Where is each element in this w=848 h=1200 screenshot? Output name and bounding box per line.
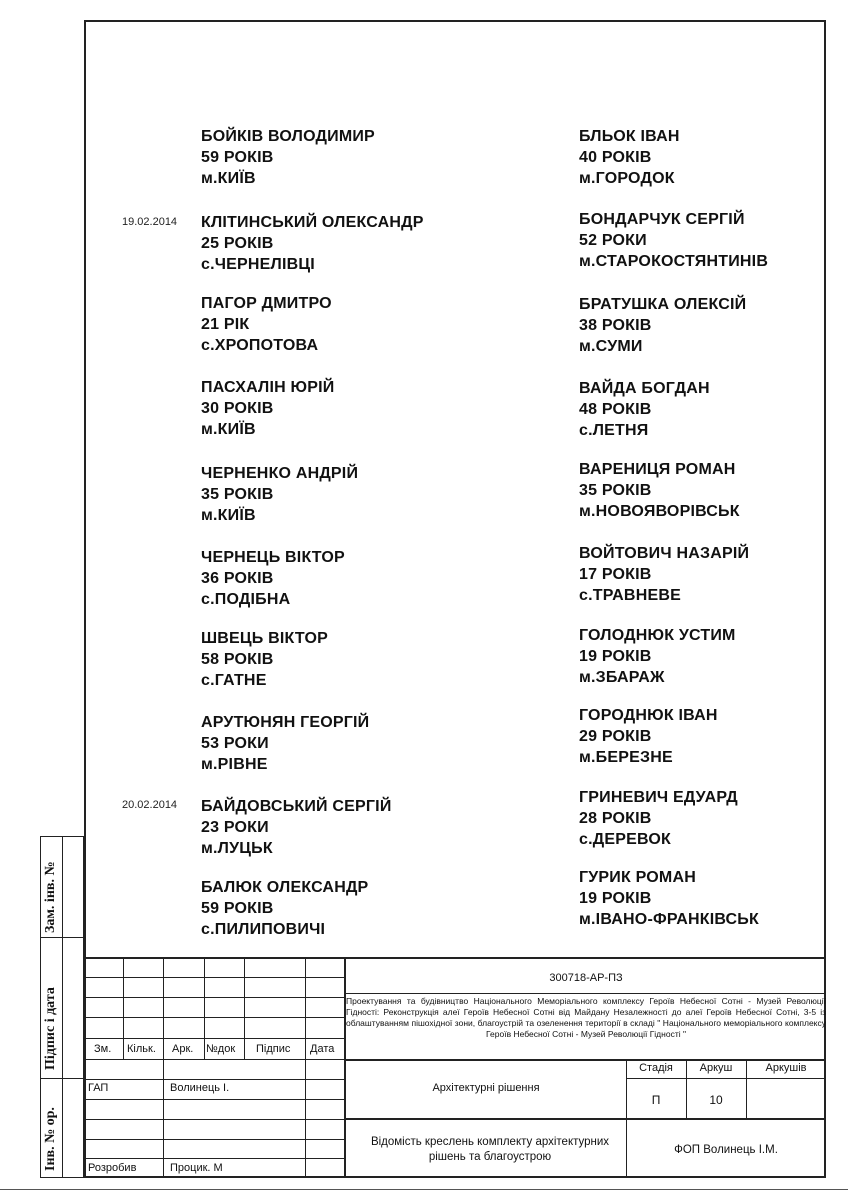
memorial-entry <box>579 625 736 688</box>
title-block-col-line <box>305 1059 306 1178</box>
memorial-entry <box>201 547 345 610</box>
entry-place: м.РІВНЕ <box>201 756 268 773</box>
entry-place: с.ПИЛИПОВИЧІ <box>201 921 326 938</box>
gap-role: ГАП <box>88 1082 109 1094</box>
sheet-label: Аркуш <box>699 1062 733 1074</box>
memorial-entry <box>579 459 740 522</box>
side-label-zam: Зам. інв. № <box>43 861 58 933</box>
entry-place: м.ЛУЦЬК <box>201 840 273 857</box>
title-block-col-line <box>163 1059 164 1178</box>
entry-name: ГОЛОДНЮК УСТИМ <box>579 627 736 644</box>
title-block-mid-line <box>346 1059 826 1061</box>
entry-name: ПАГОР ДМИТРО <box>201 295 332 312</box>
memorial-entry <box>201 877 368 940</box>
entry-age: 40 РОКІВ <box>579 149 652 166</box>
entry-place: м.СУМИ <box>579 338 643 355</box>
entry-name: АРУТЮНЯН ГЕОРГІЙ <box>201 714 370 731</box>
header-pidpys: Підпис <box>256 1043 291 1055</box>
date-label-1: 19.02.2014 <box>122 216 178 228</box>
memorial-entry <box>201 212 424 275</box>
sheet-edge-line <box>0 1189 848 1190</box>
header-data: Дата <box>310 1043 335 1055</box>
entry-age: 19 РОКІВ <box>579 890 652 907</box>
entry-age: 29 РОКІВ <box>579 728 652 745</box>
document-code: 300718-АР-ПЗ <box>549 972 623 984</box>
memorial-entry <box>579 378 710 441</box>
entry-name: БАЙДОВСЬКИЙ СЕРГІЙ <box>201 798 392 815</box>
organization-name: ФОП Волинець І.М. <box>674 1144 778 1156</box>
entry-age: 30 РОКІВ <box>201 400 274 417</box>
entry-place: м.ІВАНО-ФРАНКІВСЬК <box>579 911 759 928</box>
header-ark: Арк. <box>172 1043 194 1055</box>
project-description: Проектування та будівництво Національного Меморіального комплексу Героїв Небесної Сотні - Музей Революції Гідності: Реконструкція алеї Героїв Небесної Сотні від Майдану Незалежності до алеї Героїв Небесної Сотні, 3-5 із облаштуванням пішохідної зони, благоустрій та озеленення території в складі " Національного меморіального комплексу Героїв Небесної Сотні - Музей Революції Гідності " <box>346 996 826 1039</box>
entry-name: ГУРИК РОМАН <box>579 869 696 886</box>
entry-place: м.КИЇВ <box>201 170 256 187</box>
entry-place: м.СТАРОКОСТЯНТИНІВ <box>579 253 769 270</box>
entry-age: 59 РОКІВ <box>201 149 274 166</box>
gap-name: Волинець І. <box>170 1082 230 1094</box>
entry-age: 28 РОКІВ <box>579 810 652 827</box>
entry-name: БОЙКІВ ВОЛОДИМИР <box>201 128 375 145</box>
memorial-entry <box>579 543 749 606</box>
entry-age: 35 РОКІВ <box>579 482 652 499</box>
section-title: Архітектурні рішення <box>432 1082 540 1094</box>
entry-place: с.ЛЕТНЯ <box>579 422 649 439</box>
entry-place: м.БЕРЕЗНЕ <box>579 749 673 766</box>
memorial-entry <box>201 463 358 526</box>
entry-name: БОНДАРЧУК СЕРГІЙ <box>579 211 745 228</box>
stage-label: Стадія <box>639 1062 673 1074</box>
entry-age: 21 РІК <box>201 316 250 333</box>
entry-name: БЛЬОК ІВАН <box>579 128 680 145</box>
memorial-entry <box>579 294 746 357</box>
entry-name: ГРИНЕВИЧ ЕДУАРД <box>579 789 738 806</box>
entry-name: ПАСХАЛІН ЮРІЙ <box>201 379 335 396</box>
title-block-col-line <box>163 959 164 1059</box>
memorial-entry <box>201 126 375 189</box>
entry-place: с.ХРОПОТОВА <box>201 337 319 354</box>
entry-place: с.ГАТНЕ <box>201 672 267 689</box>
entry-age: 58 РОКІВ <box>201 651 274 668</box>
entry-age: 23 РОКИ <box>201 819 269 836</box>
title-block-col-line <box>244 959 245 1059</box>
entry-age: 48 РОКІВ <box>579 401 652 418</box>
entry-name: ВАРЕНИЦЯ РОМАН <box>579 461 736 478</box>
memorial-entry <box>201 796 392 859</box>
entry-place: с.ТРАВНЕВЕ <box>579 587 681 604</box>
developer-name: Процик. М <box>170 1162 223 1174</box>
sheets-label: Аркушів <box>765 1062 807 1074</box>
entry-age: 59 РОКІВ <box>201 900 274 917</box>
entry-age: 17 РОКІВ <box>579 566 652 583</box>
memorial-entry <box>579 867 759 930</box>
entry-name: ЧЕРНЕНКО АНДРІЙ <box>201 465 359 482</box>
title-block-lower-line <box>346 1118 826 1120</box>
sheet-value: 10 <box>709 1093 723 1107</box>
header-kilk: Кільк. <box>127 1043 156 1055</box>
entry-place: с.ПОДІБНА <box>201 591 291 608</box>
title-block-divider <box>344 959 346 1178</box>
memorial-entry <box>579 209 768 272</box>
memorial-entry <box>201 712 369 775</box>
memorial-entry <box>201 377 334 440</box>
entry-age: 53 РОКИ <box>201 735 269 752</box>
memorial-entry <box>201 628 328 691</box>
title-block-col-line <box>123 959 124 1059</box>
entry-name: ЧЕРНЕЦЬ ВІКТОР <box>201 549 345 566</box>
entry-name: БАЛЮК ОЛЕКСАНДР <box>201 879 369 896</box>
stage-header-line <box>626 1078 826 1079</box>
side-stamp-divider <box>62 836 63 1178</box>
title-block-col-line <box>204 959 205 1059</box>
header-zm: Зм. <box>94 1043 112 1055</box>
side-label-inv: Інв. № ор. <box>43 1107 58 1171</box>
header-ndok: №док <box>206 1043 236 1055</box>
memorial-entry <box>579 126 680 189</box>
entry-place: м.ЗБАРАЖ <box>579 669 665 686</box>
title-block-code-line <box>346 993 826 994</box>
entry-place: м.КИЇВ <box>201 421 256 438</box>
entry-age: 35 РОКІВ <box>201 486 274 503</box>
entry-name: КЛІТИНСЬКИЙ ОЛЕКСАНДР <box>201 214 424 231</box>
entry-age: 36 РОКІВ <box>201 570 274 587</box>
entry-place: с.ЧЕРНЕЛІВЦІ <box>201 256 315 273</box>
stage-value: П <box>651 1093 661 1107</box>
entry-place: м.ГОРОДОК <box>579 170 675 187</box>
developer-role: Розробив <box>88 1162 137 1174</box>
entry-place: с.ДЕРЕВОК <box>579 831 671 848</box>
entry-name: ШВЕЦЬ ВІКТОР <box>201 630 328 647</box>
entry-age: 52 РОКИ <box>579 232 647 249</box>
entry-place: м.КИЇВ <box>201 507 256 524</box>
document-title: Відомість креслень комплекту архітектурних рішень та благоустрою <box>370 1136 610 1163</box>
memorial-entry <box>201 293 332 356</box>
date-label-2: 20.02.2014 <box>122 799 178 811</box>
entry-name: ГОРОДНЮК ІВАН <box>579 707 718 724</box>
entry-age: 25 РОКІВ <box>201 235 274 252</box>
entry-age: 38 РОКІВ <box>579 317 652 334</box>
title-block-col-line <box>305 959 306 1059</box>
memorial-entry <box>579 705 718 768</box>
memorial-entry <box>579 787 738 850</box>
entry-name: БРАТУШКА ОЛЕКСІЙ <box>579 296 747 313</box>
entry-age: 19 РОКІВ <box>579 648 652 665</box>
entry-name: ВАЙДА БОГДАН <box>579 380 710 397</box>
title-block-top-line <box>84 957 826 959</box>
entry-name: ВОЙТОВИЧ НАЗАРІЙ <box>579 545 750 562</box>
side-label-pidpys: Підпис і дата <box>43 987 58 1070</box>
entry-place: м.НОВОЯВОРІВСЬК <box>579 503 740 520</box>
